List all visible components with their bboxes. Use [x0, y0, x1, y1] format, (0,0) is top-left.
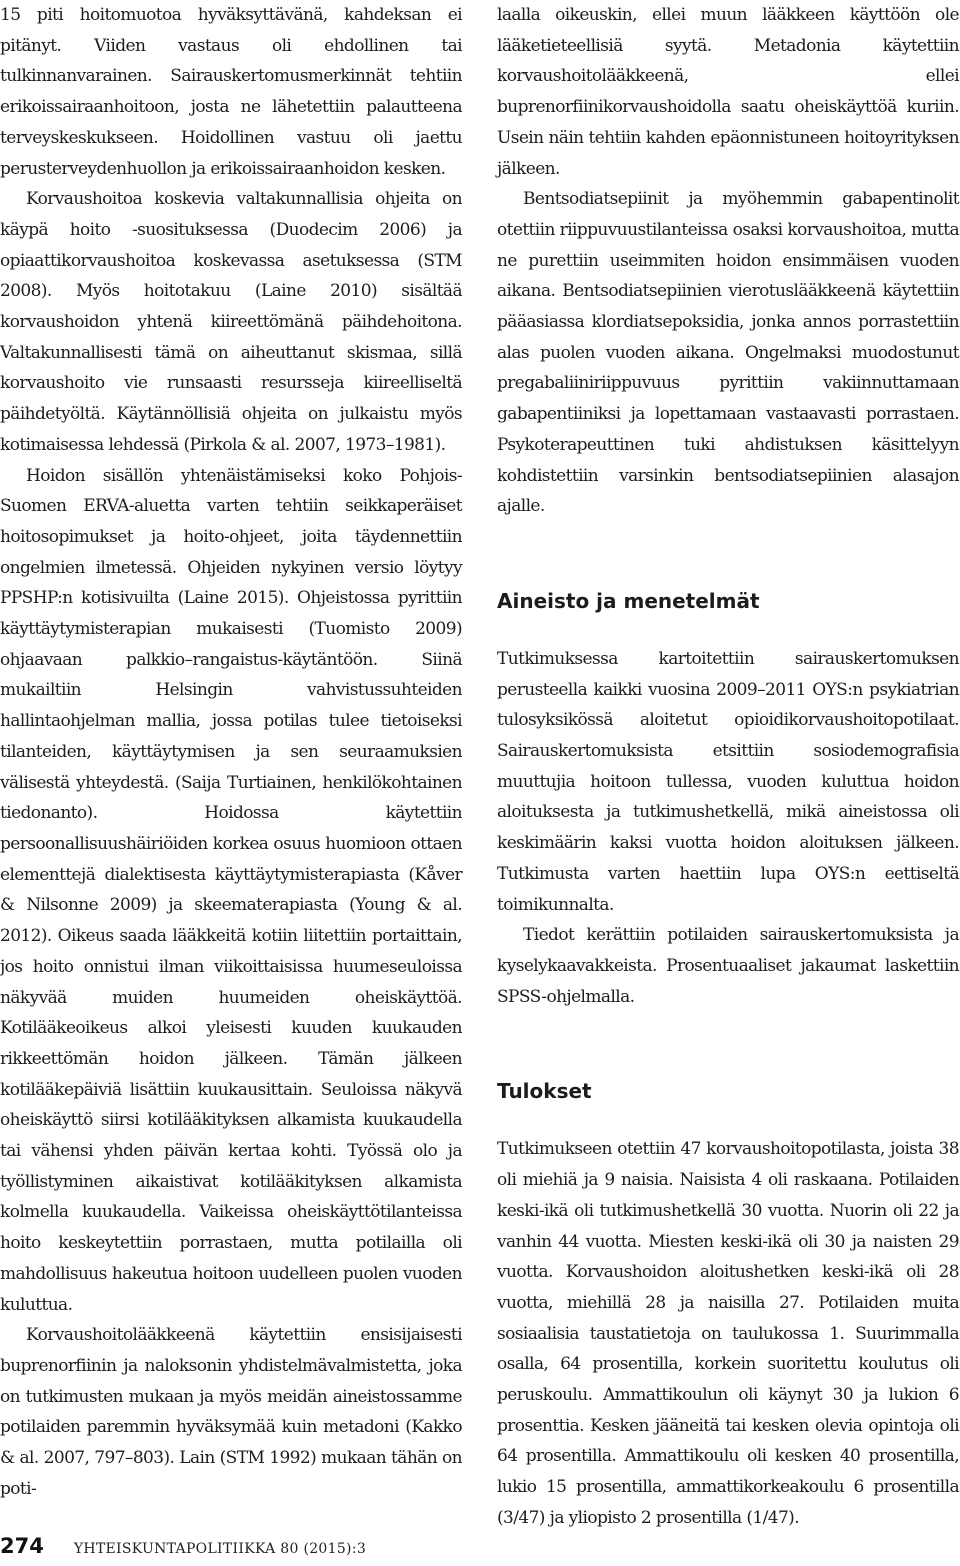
body-paragraph: Korvaushoitoa koskevia valtakunnallisia ohjeita on käypä hoito -suosituksessa (Duodecim 2006) ja opiaattikorvaushoitoa koskevassa asetuksessa (STM 2008). Myös hoitotakuu (Laine 2010) sisältää korvaushoidon yhtenä kiireettömänä päihdehoitona. Valtakunnallisesti tämä on aiheuttanut skismaa, sillä korvaushoito vie runsaasti resursseja kiireelliseltä päihdetyöltä. Käytännöllisiä ohjeita on julkaistu myös kotimaisessa lehdessä (Pirkola & al. 2007, 1973–1981).: [0, 189, 462, 455]
journal-name: YHTEISKUNTAPOLITIIKKA 80 (2015):3: [73, 1541, 367, 1557]
body-paragraph: Tutkimukseen otettiin 47 korvaushoitopotilasta, joista 38 oli miehiä ja 9 naisia. Naisista 4 oli raskaana. Potilaiden keski-ikä oli tutkimushetkellä 30 vuotta. Nuorin oli 22 ja vanhin 44 vuotta. Miesten keski-ikä oli 30 ja naisten 29 vuotta. Korvaushoidon aloitushetken keski-ikä oli 28 vuotta, miehillä 28 ja naisilla 27. Potilaiden muita sosiaalisia taustatietoja on taulukossa 1. Suurimmalla osalla, 64 prosentilla, korkein suoritettu koulutus oli peruskoulu. Ammattikoulun oli käynyt 30 ja lukion 6 prosenttia. Kesken jääneitä tai kesken olevia opintoja oli 64 prosentilla. Ammattikoulu oli kesken 40 prosentilla, lukio 15 prosentilla, ammattikorkeakoulu 6 prosentilla (3/47) ja yliopisto 2 prosentilla (1/47).: [497, 1139, 959, 1528]
right-column: [497, 0, 959, 1534]
page-footer: [0, 1534, 366, 1564]
body-paragraph: Bentsodiatsepiinit ja myöhemmin gabapentinolit otettiin riippuvuustilanteissa osaksi korvaushoitoa, mutta ne purettiin useimmiten hoidon ensimmäisen vuoden aikana. Bentsodiatsepiinien vierotuslääkkeenä käytettiin pääasiassa klordiatsepoksidia, jonka annos porrastettiin alas puolen vuoden aikana. Ongelmaksi muodostunut pregabaliiniriippuvuus pyrittiin vakiinnuttamaan gabapentiiniksi ja lopettamaan vastaavasti porrastaen. Psykoterapeuttinen tuki ahdistuksen käsittelyyn kohdistettiin varsinkin bentsodiatsepiinien alasajon ajalle.: [497, 189, 959, 517]
body-paragraph: Tiedot kerättiin potilaiden sairauskertomuksista ja kyselykaavakkeista. Prosentuaaliset jakaumat laskettiin SPSS-ohjelmalla.: [497, 925, 959, 1007]
body-paragraph: Hoidon sisällön yhtenäistämiseksi koko Pohjois-Suomen ERVA-aluetta varten tehtiin seikkaperäiset hoitosopimukset ja hoito-ohjeet, joita täydennettiin ongelmien ilmetessä. Ohjeiden nykyinen versio löytyy PPSHP:n kotisivuilta (Laine 2015). Ohjeistossa pyrittiin käyttäytymisterapian mukaisesti (Tuomisto 2009) ohjaavaan palkkio–rangaistus-käytäntöön. Siinä mukailtiin Helsingin vahvistussuhteiden hallintaohjelman mallia, jossa potilas tulee tietoiseksi tilanteiden, käyttäytymisen ja sen seuraamuksien välisestä yhteydestä. (Saija Turtiainen, henkilökohtainen tiedonanto). Hoidossa käytettiin persoonallisuushäiriöiden korkea osuus huomioon ottaen elementtejä dialektisesta käyttäytymisterapiasta (Kåver & Nilsonne 2009) ja skeematerapiasta (Young & al. 2012). Oikeus saada lääkkeitä kotiin liitettiin portaittain, jos hoito onnistui ilman viikoittaisissa huumeseuloissa näkyvää muiden huumeiden oheiskäyttöä. Kotilääkeoikeus alkoi yleisesti kuuden kuukauden rikkeettömän hoidon jälkeen. Tämän jälkeen kotilääkepäiviä lisättiin kuukausittain. Seuloissa näkyvä oheiskäyttö siirsi kotilääkityksen alkamista kuukaudella tai vähensi yhden päivän kertaa kohti. Työssä olo ja työllistyminen aikaistivat kotilääkityksen alkamista kolmella kuukaudella. Vaikeissa oheiskäyttötilanteissa hoito keskeytettiin porrastaen, mutta potilailla oli mahdollisuus hakeutua hoitoon uudelleen puolen vuoden kuluttua.: [0, 465, 462, 1315]
body-paragraph: Korvaushoitolääkkeenä käytettiin ensisijaisesti buprenorfiinin ja naloksonin yhdistelmävalmistetta, joka on tutkimusten mukaan ja myös meidän aineistossamme potilaiden paremmin hyväksymää kuin metadoni (Kakko & al. 2007, 797–803). Lain (STM 1992) mukaan tähän on poti-: [0, 1325, 462, 1499]
page-number: 274: [0, 1534, 44, 1558]
body-paragraph: 15 piti hoitomuotoa hyväksyttävänä, kahdeksan ei pitänyt. Viiden vastaus oli ehdollinen tai tulkinnanvarainen. Sairauskertomusmerkinnät tehtiin erikoissairaanhoitoon, josta ne lähetettiin palautteena terveyskeskukseen. Hoidollinen vastuu oli jaettu perusterveydenhuollon ja erikoissairaanhoidon kesken.: [0, 5, 462, 179]
section-heading-results: Tulokset: [497, 1079, 592, 1104]
section-heading-methods: Aineisto ja menetelmät: [497, 588, 760, 613]
body-paragraph: laalla oikeuskin, ellei muun lääkkeen käyttöön ole lääketieteellisiä syytä. Metadonia käytettiin korvaushoitolääkkeenä, ellei buprenorfiinikorvaushoidolla saatu oheiskäyttöä kuriin. Usein näin tehtiin kahden epäonnistuneen hoitoyrityksen jälkeen.: [497, 5, 959, 179]
body-paragraph: Tutkimuksessa kartoitettiin sairauskertomuksen perusteella kaikki vuosina 2009–2011 OYS:n psykiatrian tulosyksikössä aloitetut opioidikorvaushoitopotilaat. Sairauskertomuksista etsittiin sosiodemografisia muuttujia hoitoon tullessa, vuoden kuluttua hoidon aloituksesta ja tutkimushetkellä, mikä aineistossa oli keskimäärin kaksi vuotta hoidon aloituksen jälkeen. Tutkimusta varten haettiin lupa OYS:n eettiseltä toimikunnalta.: [497, 648, 959, 915]
left-column: [0, 0, 462, 1504]
